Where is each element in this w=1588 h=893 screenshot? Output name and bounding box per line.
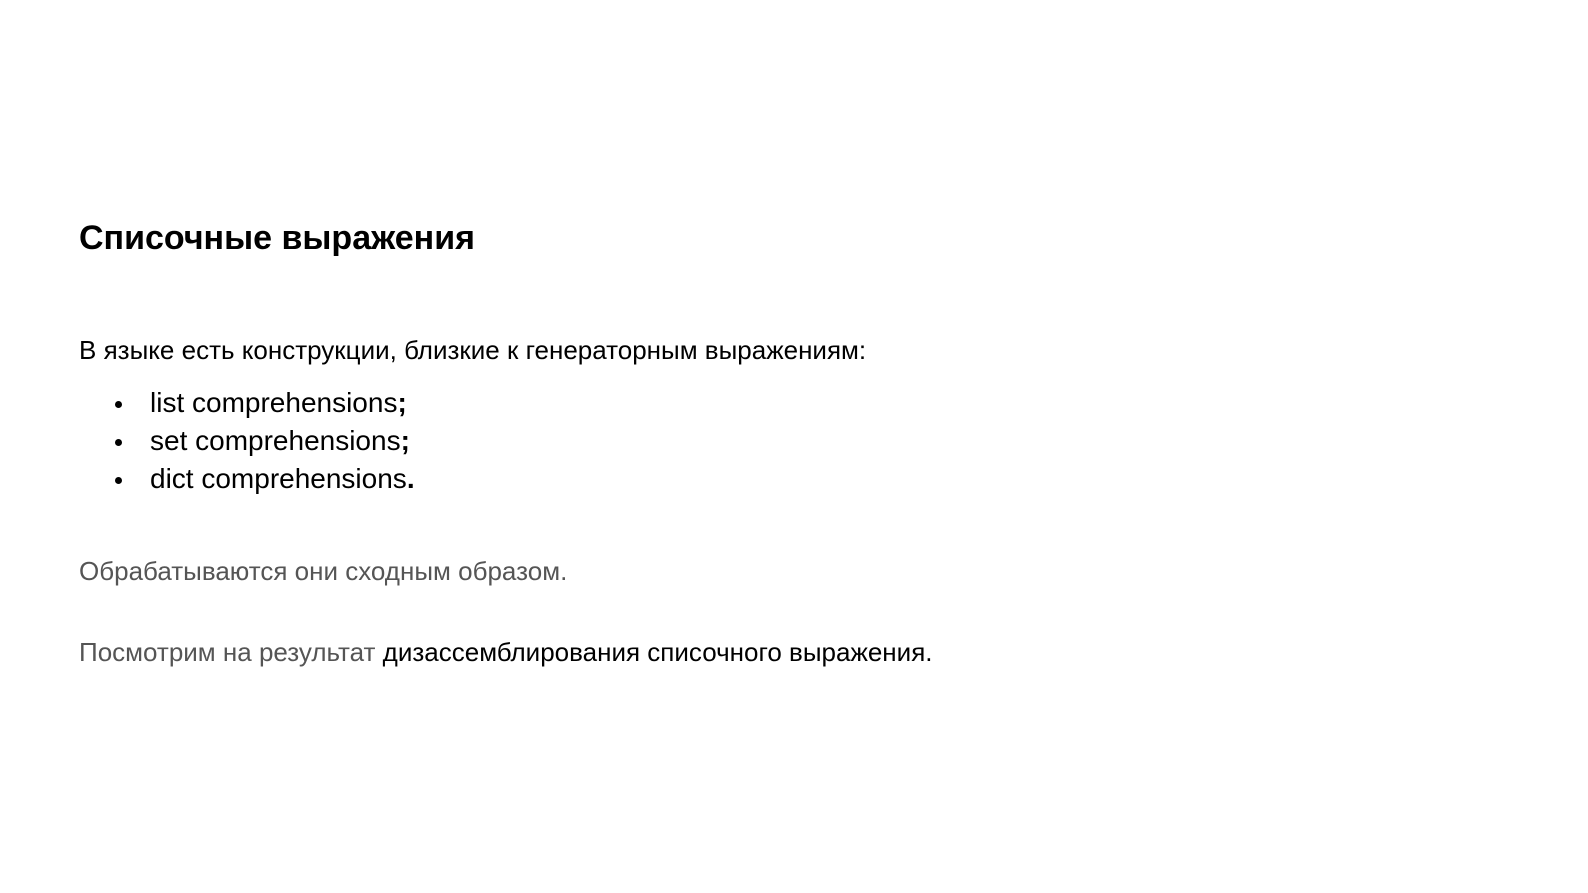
bullet-punctuation: .	[406, 463, 415, 494]
disassembly-target-text: дизассемблирования списочного выражения.	[382, 637, 933, 667]
list-item	[0, 422, 415, 460]
list-item	[0, 460, 415, 498]
disassembly-paragraph	[79, 634, 933, 670]
bullet-punctuation: ;	[397, 387, 407, 418]
bullet-text: list comprehensions	[150, 387, 398, 418]
list-item	[0, 384, 415, 422]
bullet-list	[0, 384, 415, 498]
bullet-text: set comprehensions	[150, 425, 401, 456]
bullet-punctuation: ;	[400, 425, 410, 456]
disassembly-intro-text: Посмотрим на результат	[79, 637, 383, 667]
bullet-text: dict comprehensions	[150, 463, 407, 494]
intro-text: В языке есть конструкции, близкие к генераторным выражениям:	[79, 335, 867, 365]
bullet-icon	[115, 401, 122, 408]
processing-paragraph: Обрабатываются они сходным образом.	[79, 556, 568, 586]
slide-title: Списочные выражения	[79, 219, 475, 257]
bullet-icon	[115, 477, 122, 484]
bullet-icon	[115, 439, 122, 446]
